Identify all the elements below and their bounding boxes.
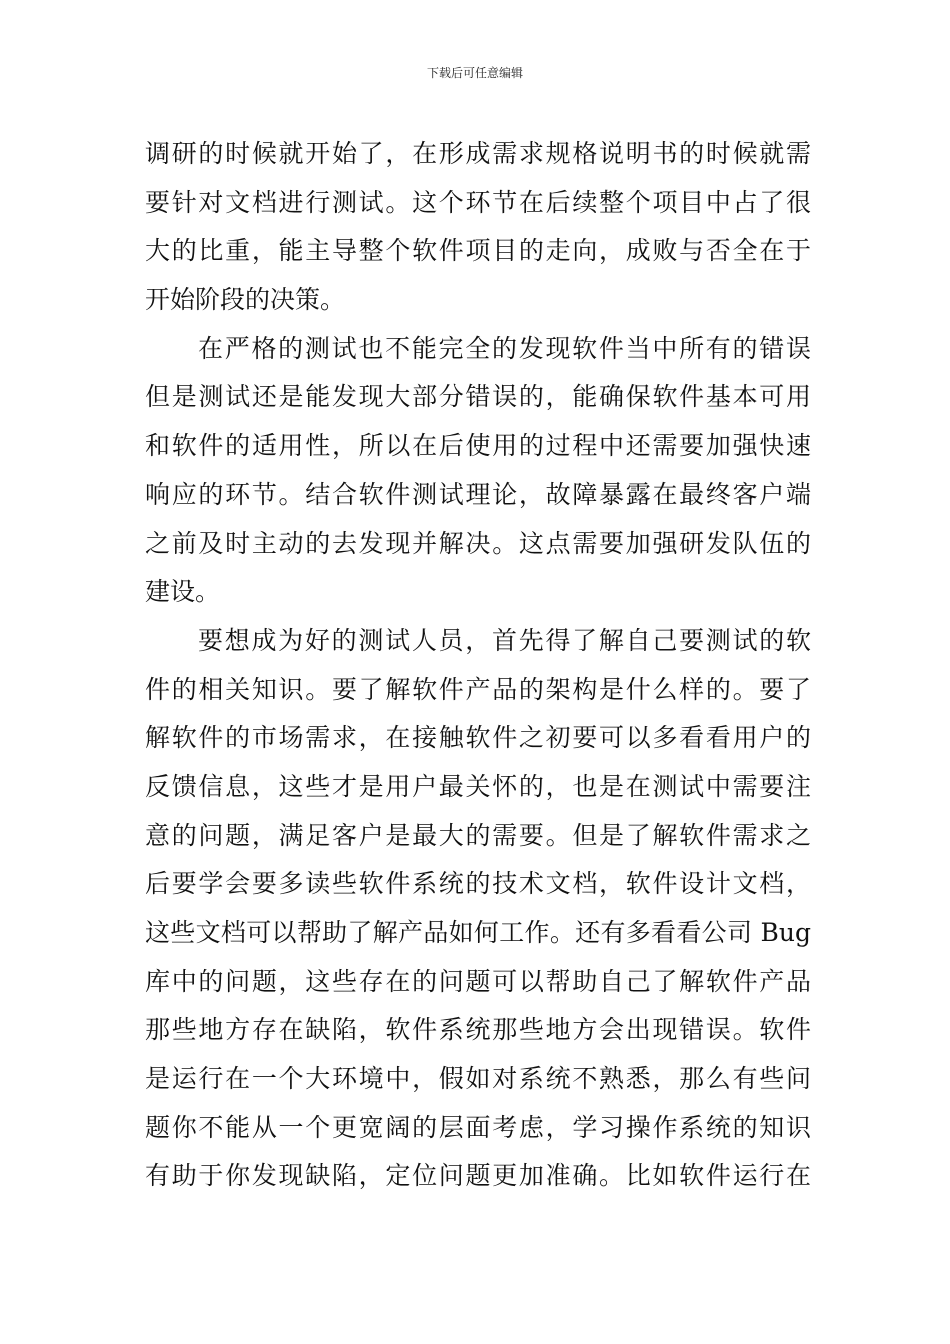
paragraph-2 (145, 325, 811, 617)
document-body (145, 130, 811, 1201)
text-line: 调研的时候就开始了，在形成需求规格说明书的时候就需 (145, 139, 811, 168)
text-line: 解软件的市场需求，在接触软件之初要可以多看看用户的 (145, 723, 811, 753)
text-line: 题你不能从一个更宽阔的层面考虑，学习操作系统的知识 (145, 1112, 811, 1142)
paragraph-1 (145, 130, 811, 325)
text-line: 后要学会要多读些软件系统的技术文档，软件设计文档， (145, 869, 811, 899)
text-line: 反馈信息，这些才是用户最关怀的，也是在测试中需要注 (145, 771, 811, 801)
text-line: 有助于你发现缺陷，定位问题更加准确。比如软件运行在 (145, 1161, 811, 1191)
text-line: 大的比重，能主导整个软件项目的走向，成败与否全在于 (145, 236, 811, 266)
text-line: 意的问题，满足客户是最大的需要。但是了解软件需求之 (145, 820, 811, 850)
text-line: 件的相关知识。要了解软件产品的架构是什么样的。要了 (145, 674, 811, 704)
text-line: 建设。 (145, 577, 221, 607)
text-line: 是运行在一个大环境中，假如对系统不熟悉，那么有些问 (145, 1064, 811, 1094)
text-line: 库中的问题，这些存在的问题可以帮助自己了解软件产品 (145, 966, 811, 996)
text-line: 响应的环节。结合软件测试理论，故障暴露在最终客户端 (145, 479, 811, 509)
text-line: 在严格的测试也不能完全的发现软件当中所有的错误 (198, 333, 811, 363)
text-line: 但是测试还是能发现大部分错误的，能确保软件基本可用 (145, 382, 811, 412)
page-header (0, 65, 950, 81)
text-line: 要想成为好的测试人员，首先得了解自己要测试的软 (198, 625, 811, 655)
paragraph-3 (145, 617, 811, 1201)
text-line: 之前及时主动的去发现并解决。这点需要加强研发队伍的 (145, 528, 811, 558)
text-line: 开始阶段的决策。 (145, 285, 346, 315)
text-line: 这些文档可以帮助了解产品如何工作。还有多看看公司 Bug (145, 918, 811, 947)
header-text: 下载后可任意编辑 (426, 66, 523, 80)
text-line: 那些地方存在缺陷，软件系统那些地方会出现错误。软件 (145, 1015, 811, 1045)
text-line: 要针对文档进行测试。这个环节在后续整个项目中占了很 (145, 187, 811, 217)
text-line: 和软件的适用性，所以在后使用的过程中还需要加强快速 (145, 431, 811, 461)
